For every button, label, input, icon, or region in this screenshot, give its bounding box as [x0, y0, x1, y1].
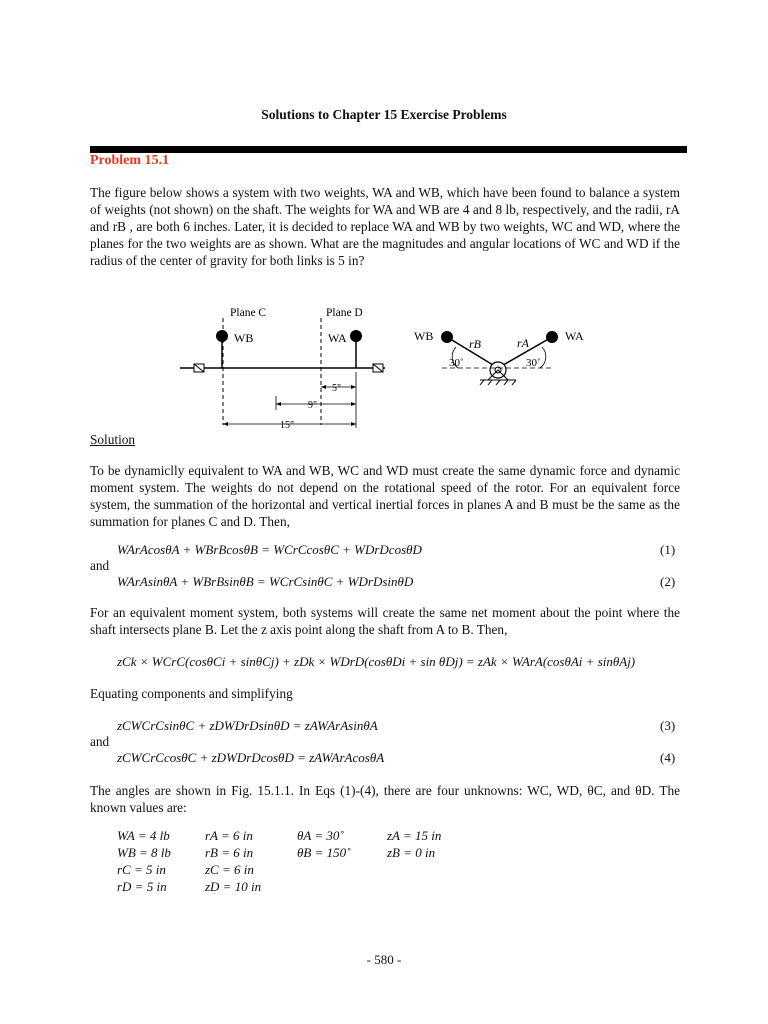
end-weight-b-icon	[441, 331, 453, 343]
angle-left-label: 30˚	[449, 357, 464, 369]
equation-3: zCWCrCsinθC + zDWDrDsinθD = zAWArAsinθA	[117, 718, 378, 733]
angles-paragraph: The angles are shown in Fig. 15.1.1. In Eqs (1)-(4), there are four unknowns: WC, WD, θC, and θD. The known values are:	[90, 783, 680, 815]
known-cell: rC = 5 in	[117, 862, 166, 877]
known-cell: WB = 8 lb	[117, 845, 171, 860]
page-number: - 580 -	[366, 952, 402, 967]
and-label-1: and	[90, 558, 110, 573]
equation-1: WArAcosθA + WBrBcosθB = WCrCcosθC + WDrDcosθD	[117, 542, 422, 557]
weight-a-label: WA	[328, 331, 347, 345]
plane-c-label: Plane C	[230, 307, 267, 319]
known-cell: θA = 30˚	[297, 828, 344, 843]
heading-rule	[90, 146, 687, 153]
solution-heading: Solution	[90, 432, 136, 447]
equation-1-number: (1)	[660, 542, 676, 557]
weight-a-icon	[350, 330, 362, 342]
equation-3-number: (3)	[660, 718, 676, 733]
known-cell: θB = 150˚	[297, 845, 351, 860]
known-cell: rD = 5 in	[117, 879, 167, 894]
end-weight-a-icon	[546, 331, 558, 343]
weight-b-icon	[216, 330, 228, 342]
end-wa-label: WA	[565, 329, 584, 343]
moment-paragraph: For an equivalent moment system, both systems will create the same net moment about the point where the shaft intersects plane B. Let the z axis point along the shaft from A to B. Then,	[90, 605, 680, 637]
known-cell: zC = 6 in	[205, 862, 254, 877]
rb-label: rB	[469, 337, 481, 351]
dim-9-label: 9"	[308, 400, 318, 411]
equation-2: WArAsinθA + WBrBsinθB = WCrCsinθC + WDrDsinθD	[117, 574, 414, 589]
equation-4-number: (4)	[660, 750, 676, 765]
known-cell: zD = 10 in	[205, 879, 262, 894]
problem-heading: Problem 15.1	[90, 153, 170, 168]
shaft-figure	[180, 300, 600, 435]
end-wb-label: WB	[414, 329, 434, 343]
known-cell: rB = 6 in	[205, 845, 254, 860]
moment-equation: zCk × WCrC(cosθCi + sinθCj) + zDk × WDrD(cosθDi + sin θDj) = zAk × WArA(cosθAi + sinθAj)	[117, 654, 636, 669]
intro-paragraph: The figure below shows a system with two weights, WA and WB, which have been found to balance a system of weights (not shown) on the shaft. The weights for WA and WB are 4 and 8 lb, respectively, and the radii, rA and rB , are both 6 inches. Later, it is decided to replace WA and WB by two weights, WC and WD, where the planes for the two weights are as shown. What are the magnitudes and angular locations of WC and WD if the radius of the center of gravity for both links is 5 in?	[90, 185, 680, 268]
angle-right-label: 30˚	[526, 357, 541, 369]
ra-label: rA	[517, 336, 529, 350]
known-cell: WA = 4 lb	[117, 828, 170, 843]
equation-2-number: (2)	[660, 574, 676, 589]
known-cell: zA = 15 in	[387, 828, 442, 843]
equation-4: zCWCrCcosθC + zDWDrDcosθD = zAWArAcosθA	[117, 750, 385, 765]
dim-5-label: 5"	[332, 383, 342, 394]
solution-paragraph: To be dynamiclly equivalent to WA and WB, WC and WD must create the same dynamic force and dynamic moment system. The weights do not depend on the rotational speed of the rotor. For an equivalent force system, the summation of the horizontal and vertical inertial forces in planes A and B must be the same as the summation for planes C and D. Then,	[90, 463, 680, 529]
plane-d-label: Plane D	[326, 307, 363, 319]
equating-text: Equating components and simplifying	[90, 686, 293, 701]
dim-15-label: 15"	[280, 420, 295, 431]
weight-b-label: WB	[234, 331, 254, 345]
known-cell: rA = 6 in	[205, 828, 253, 843]
known-cell: zB = 0 in	[387, 845, 436, 860]
and-label-2: and	[90, 734, 110, 749]
page-title: Solutions to Chapter 15 Exercise Problems	[261, 107, 507, 122]
